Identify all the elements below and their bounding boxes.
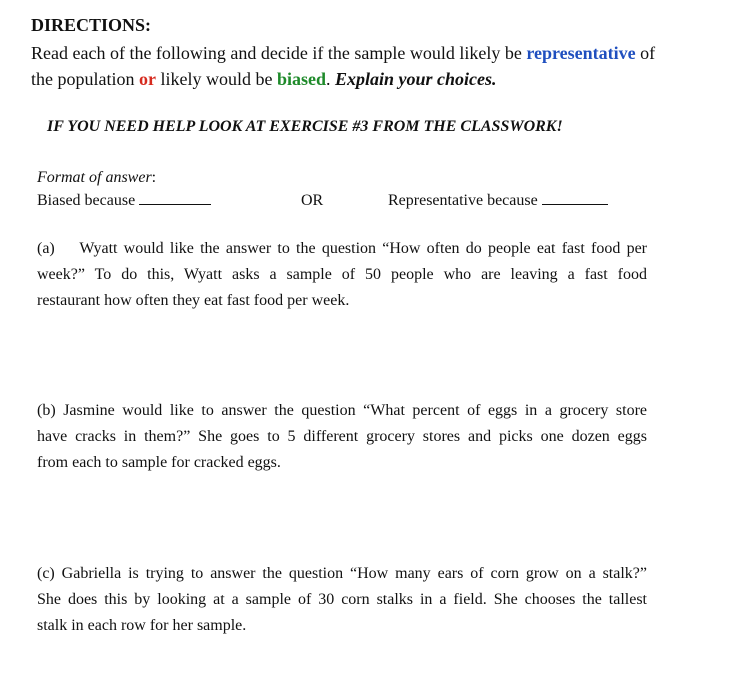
format-label-text: Format of answer [37, 169, 152, 186]
biased-keyword: biased [276, 69, 326, 89]
answer-blank [542, 192, 608, 205]
directions-text: the population [31, 69, 139, 89]
directions-title: DIRECTIONS: [31, 15, 152, 35]
directions-text: . [326, 69, 335, 89]
representative-because-template [388, 192, 608, 210]
question-line: have cracks in them?” She goes to 5 different grocery stores and picks one dozen eggs [37, 428, 647, 445]
directions-text: Read each of the following and decide if the sample would likely be [31, 43, 527, 63]
directions-line-1 [31, 42, 655, 64]
directions-text: likely would be [155, 69, 277, 89]
question-line: (b) Jasmine would like to answer the question “What percent of eggs in a grocery store [37, 402, 647, 419]
representative-because-label: Representative because [388, 192, 538, 209]
directions-text: of [635, 43, 656, 63]
format-label-colon: : [151, 169, 157, 186]
biased-because-label: Biased because [37, 192, 136, 209]
question-line: stalk in each row for her sample. [37, 617, 247, 634]
question-line: (a) Wyatt would like the answer to the question “How often do people eat fast food per [37, 240, 647, 257]
format-or: OR [301, 192, 324, 209]
representative-keyword: representative [526, 43, 636, 63]
question-c [37, 561, 647, 639]
question-line: week?” To do this, Wyatt asks a sample of 50 people who are leaving a fast food [37, 266, 647, 283]
question-a [37, 236, 647, 314]
or-keyword: or [138, 69, 156, 89]
help-note: IF YOU NEED HELP LOOK AT EXERCISE #3 FROM THE CLASSWORK! [47, 118, 563, 135]
directions-line-2 [31, 68, 497, 90]
question-line: restaurant how often they eat fast food per week. [37, 292, 350, 309]
biased-because-template [37, 192, 211, 210]
answer-blank [139, 192, 211, 205]
question-line: from each to sample for cracked eggs. [37, 454, 281, 471]
format-label [37, 169, 156, 187]
question-line: She does this by looking at a sample of 30 corn stalks in a field. She chooses the tallest [37, 591, 647, 608]
question-line: (c) Gabriella is trying to answer the question “How many ears of corn grow on a stalk?” [37, 565, 647, 582]
explain-instruction: Explain your choices. [335, 69, 497, 89]
question-b [37, 398, 647, 476]
